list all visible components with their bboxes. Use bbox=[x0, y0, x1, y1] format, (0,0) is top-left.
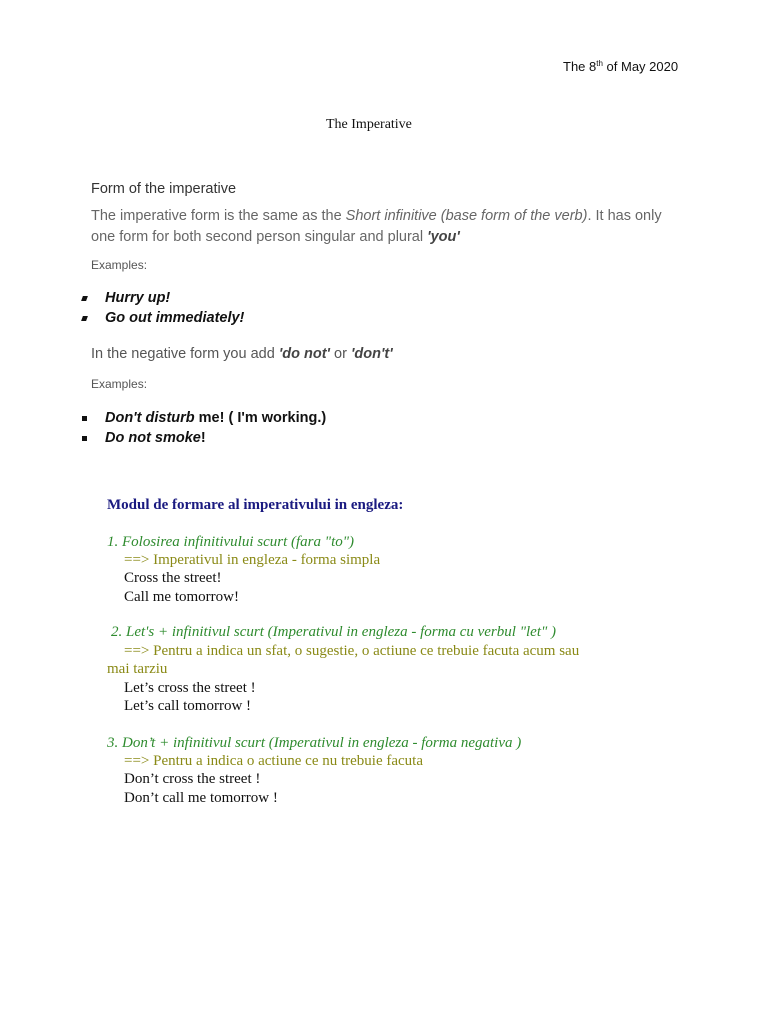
form-description bbox=[91, 206, 681, 248]
example-text: Go out immediately! bbox=[105, 310, 245, 326]
rule-1-note: ==> Imperativul in engleza - forma simpla bbox=[124, 552, 381, 568]
page-title: The Imperative bbox=[326, 117, 412, 132]
example-emphasis: Don't disturb bbox=[105, 410, 195, 426]
date-superscript: th bbox=[596, 59, 603, 68]
example-text: Hurry up! bbox=[105, 290, 171, 306]
form-text-part: . It has only one form for both second person singular and plural bbox=[91, 208, 662, 245]
example-emphasis: Do not smoke bbox=[105, 430, 201, 446]
example-rest: ! bbox=[200, 430, 206, 446]
document-date bbox=[563, 59, 678, 74]
example-rest: me! ( I'm working.) bbox=[194, 410, 327, 426]
section-heading: Form of the imperative bbox=[91, 181, 237, 197]
rule-1-title: 1. Folosirea infinitivului scurt (fara "to") bbox=[107, 534, 355, 550]
rule-3-note: ==> Pentru a indica o actiune ce nu trebuie facuta bbox=[124, 753, 424, 769]
rule-2-note: ==> Pentru a indica un sfat, o sugestie, o actiune ce trebuie facuta acum sau bbox=[124, 643, 580, 659]
form-text-italic: Short infinitive (base form of the verb) bbox=[345, 208, 588, 224]
rule-1-example: Cross the street! bbox=[124, 570, 222, 586]
negative-quote: 'don't' bbox=[350, 346, 393, 362]
rule-2-note-cont: mai tarziu bbox=[107, 661, 168, 677]
form-text-part: The imperative form is the same as the bbox=[91, 208, 346, 224]
romanian-heading: Modul de formare al imperativului in engleza: bbox=[107, 497, 404, 513]
negative-text-part: In the negative form you add bbox=[91, 346, 279, 362]
bullet-icon bbox=[81, 296, 88, 301]
negative-quote: 'do not' bbox=[278, 346, 331, 362]
negative-form-text bbox=[91, 346, 393, 362]
form-text-you: 'you' bbox=[427, 229, 460, 245]
example-text bbox=[105, 430, 206, 446]
rule-2-example: Let’s cross the street ! bbox=[124, 680, 256, 696]
examples-label: Examples: bbox=[91, 377, 148, 391]
bullet-icon bbox=[81, 316, 88, 321]
date-prefix: The 8 bbox=[563, 59, 597, 74]
bullet-icon bbox=[82, 416, 87, 421]
rule-3-title: 3. Don’t + infinitivul scurt (Imperativul in engleza - forma negativa ) bbox=[107, 735, 522, 751]
rule-1-example: Call me tomorrow! bbox=[124, 589, 239, 605]
negative-text-part: or bbox=[330, 346, 351, 362]
rule-2-example: Let’s call tomorrow ! bbox=[124, 698, 252, 714]
examples-label: Examples: bbox=[91, 258, 148, 272]
rule-2-title: 2. Let's + infinitivul scurt (Imperativul in engleza - forma cu verbul "let" ) bbox=[111, 624, 557, 640]
example-text bbox=[105, 410, 326, 426]
bullet-icon bbox=[82, 436, 87, 441]
rule-3-example: Don’t call me tomorrow ! bbox=[124, 790, 278, 806]
rule-3-example: Don’t cross the street ! bbox=[124, 771, 261, 787]
date-suffix: of May 2020 bbox=[602, 59, 679, 74]
